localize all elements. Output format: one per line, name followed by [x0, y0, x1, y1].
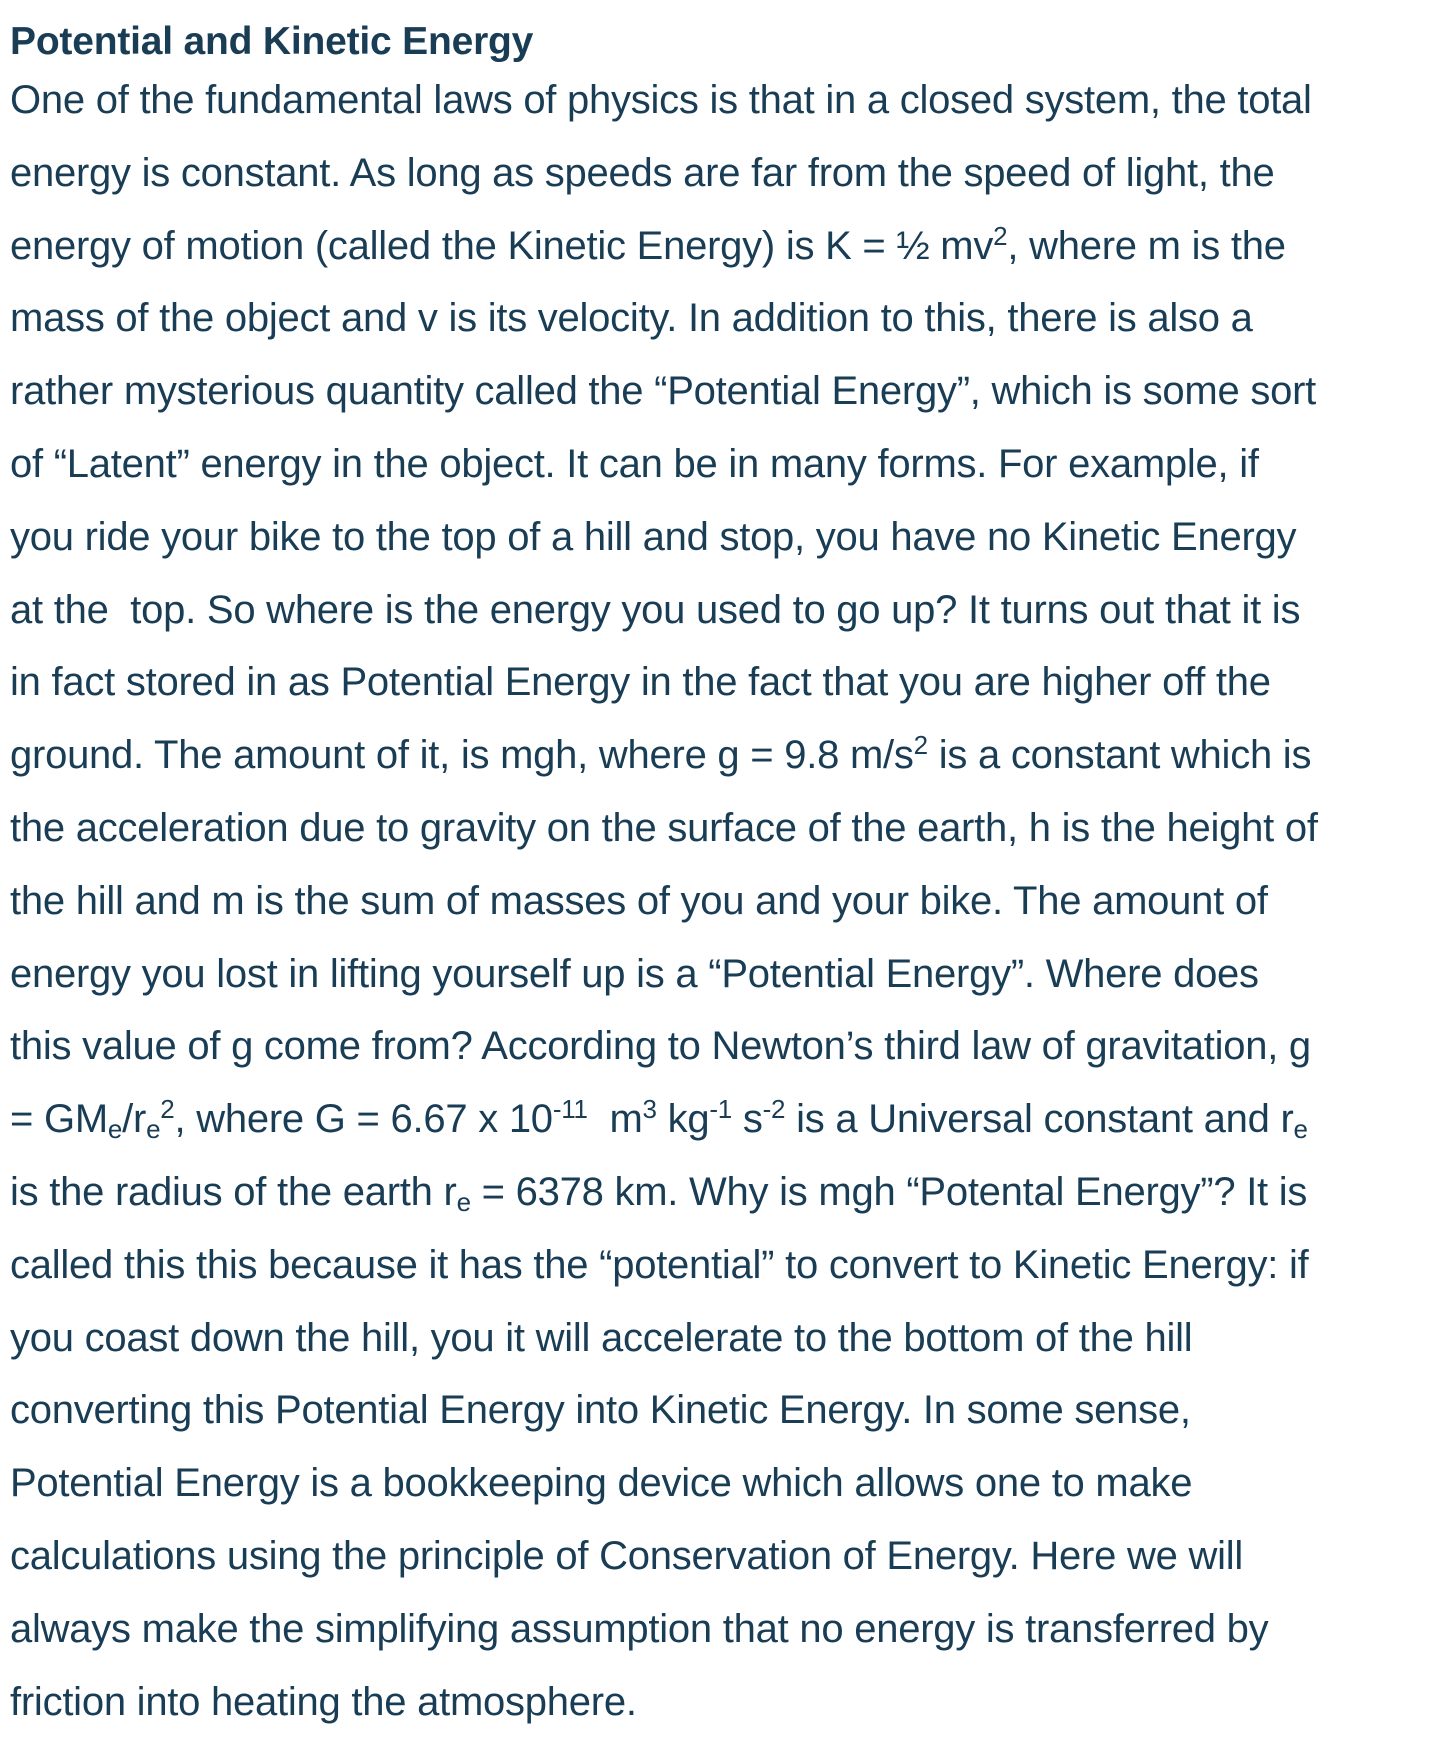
- text-line: = $GM_e/r_e^2$, where G = 6.67 x $10^{-11}$ $m^3$ $kg^{-1}$ $s^{-2}$ is a Universal constant and $r_e$: [10, 1094, 1308, 1145]
- subscript: e: [1293, 1114, 1308, 1145]
- superscript: 3: [642, 1094, 657, 1125]
- page-title: Potential and Kinetic Energy: [10, 20, 534, 63]
- text-line: energy is constant. As long as speeds are far from the speed of light, the: [10, 150, 1275, 195]
- text-line: friction into heating the atmosphere.: [10, 1679, 637, 1724]
- superscript: 2: [160, 1094, 175, 1125]
- text-line: in fact stored in as Potential Energy in the fact that you are higher off the: [10, 660, 1271, 705]
- text-line: is the radius of the earth $r_e = 6378$ km. Why is mgh “Potental Energy”? It is: [10, 1169, 1308, 1217]
- text-line: rather mysterious quantity called the “Potential Energy”, which is some sort: [10, 369, 1317, 414]
- text-line: calculations using the principle of Conservation of Energy. Here we will: [10, 1533, 1243, 1578]
- superscript: -11: [552, 1094, 588, 1125]
- text-line: you coast down the hill, you it will accelerate to the bottom of the hill: [10, 1315, 1193, 1360]
- text-line: of “Latent” energy in the object. It can be in many forms. For example, if: [10, 441, 1259, 486]
- text-line: mass of the object and v is its velocity. In addition to this, there is also a: [10, 296, 1253, 341]
- text-line: One of the fundamental laws of physics is that in a closed system, the total: [10, 78, 1312, 122]
- text-line: at the top. So where is the energy you used to go up? It turns out that it is: [10, 587, 1301, 632]
- text-line: energy of motion (called the Kinetic Energy) is K = ½ $mv^2$, where m is the: [10, 220, 1286, 268]
- superscript: -1: [709, 1094, 732, 1125]
- text-line: this value of g come from? According to Newton’s third law of gravitation, g: [10, 1024, 1311, 1069]
- body-text: [10, 70, 1450, 1744]
- text-line: ground. The amount of it, is mgh, where g = 9.8 $m/s^2$ is a constant which is: [10, 730, 1312, 778]
- text-line: Potential Energy is a bookkeeping device which allows one to make: [10, 1461, 1193, 1506]
- subscript: e: [146, 1114, 161, 1145]
- text-line: energy you lost in lifting yourself up is a “Potential Energy”. Where does: [10, 951, 1259, 996]
- text-line: the acceleration due to gravity on the surface of the earth, h is the height of: [10, 805, 1318, 850]
- subscript: e: [107, 1114, 123, 1145]
- text-line: you ride your bike to the top of a hill and stop, you have no Kinetic Energy: [10, 514, 1297, 559]
- text-line: converting this Potential Energy into Kinetic Energy. In some sense,: [10, 1388, 1191, 1433]
- subscript: e: [456, 1186, 471, 1217]
- document-page: [10, 0, 1450, 1744]
- superscript: -2: [762, 1094, 786, 1125]
- text-line: called this this because it has the “potential” to convert to Kinetic Energy: if: [10, 1242, 1309, 1287]
- superscript: 2: [993, 220, 1008, 251]
- text-line: the hill and m is the sum of masses of you and your bike. The amount of: [10, 878, 1268, 923]
- superscript: 2: [913, 730, 928, 761]
- text-line: always make the simplifying assumption that no energy is transferred by: [10, 1606, 1269, 1651]
